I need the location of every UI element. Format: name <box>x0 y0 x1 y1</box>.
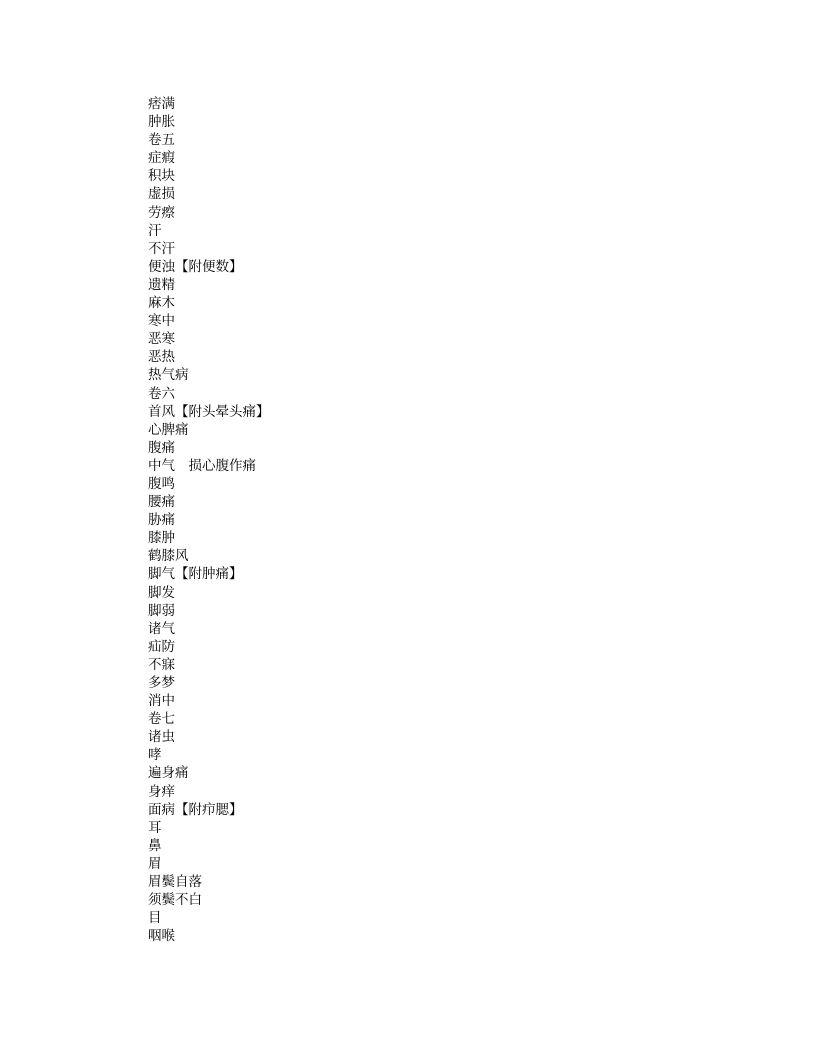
toc-entry: 寒中 <box>148 313 175 330</box>
toc-entry: 痞满 <box>148 96 175 112</box>
toc-entry: 积块 <box>148 168 175 185</box>
toc-entry: 遗精 <box>148 276 175 293</box>
toc-entry: 热气病 <box>148 367 189 384</box>
toc-entry: 咽喉 <box>148 928 175 945</box>
toc-entry: 耳 <box>148 819 162 836</box>
toc-entry: 腰痛 <box>148 494 175 511</box>
toc-entry: 腹痛 <box>148 439 175 456</box>
toc-entry: 目 <box>148 910 162 927</box>
toc-entry: 恶寒 <box>148 331 175 348</box>
toc-entry: 胁痛 <box>148 512 175 529</box>
toc-entry: 眉鬓自落 <box>148 874 202 891</box>
toc-entry: 便浊【附便数】 <box>148 258 243 275</box>
toc-entry: 腹鸣 <box>148 475 175 492</box>
toc-entry: 脚气【附肿痛】 <box>148 566 243 583</box>
toc-entry: 脚发 <box>148 584 175 601</box>
toc-entry: 恶热 <box>148 349 175 366</box>
toc-entry: 汗 <box>148 222 162 239</box>
toc-entry: 诸虫 <box>148 729 175 746</box>
toc-entry: 哮 <box>148 747 162 764</box>
toc-entry: 症瘕 <box>148 150 175 167</box>
toc-entry: 面病【附疖腮】 <box>148 801 243 818</box>
toc-volume-heading: 卷六 <box>148 385 175 402</box>
toc-entry: 心脾痛 <box>148 421 189 438</box>
toc-entry: 脚弱 <box>148 602 175 619</box>
toc-entry: 膝肿 <box>148 530 175 547</box>
toc-entry: 虚损 <box>148 186 175 203</box>
toc-entry: 劳瘵 <box>148 204 175 221</box>
toc-entry: 消中 <box>148 693 175 710</box>
toc-entry: 身痒 <box>148 783 175 800</box>
toc-entry: 麻木 <box>148 295 175 312</box>
toc-entry: 不汗 <box>148 240 175 257</box>
toc-entry: 首风【附头晕头痛】 <box>148 403 270 420</box>
toc-entry: 多梦 <box>148 675 175 691</box>
toc-volume-heading: 卷五 <box>148 132 175 149</box>
toc-entry: 肿胀 <box>148 114 175 131</box>
toc-entry: 不寐 <box>148 656 175 673</box>
toc-entry: 遍身痛 <box>148 765 189 782</box>
toc-entry: 须鬓不白 <box>148 892 202 909</box>
toc-entry: 诸气 <box>148 620 175 637</box>
toc-entry: 疝防 <box>148 638 175 655</box>
toc-entry: 眉 <box>148 855 162 872</box>
toc-volume-heading: 卷七 <box>148 711 175 728</box>
toc-entry: 鹤膝风 <box>148 548 189 565</box>
toc-entry: 鼻 <box>148 837 162 854</box>
toc-entry: 中气 损心腹作痛 <box>148 457 256 474</box>
table-of-contents <box>148 95 270 945</box>
